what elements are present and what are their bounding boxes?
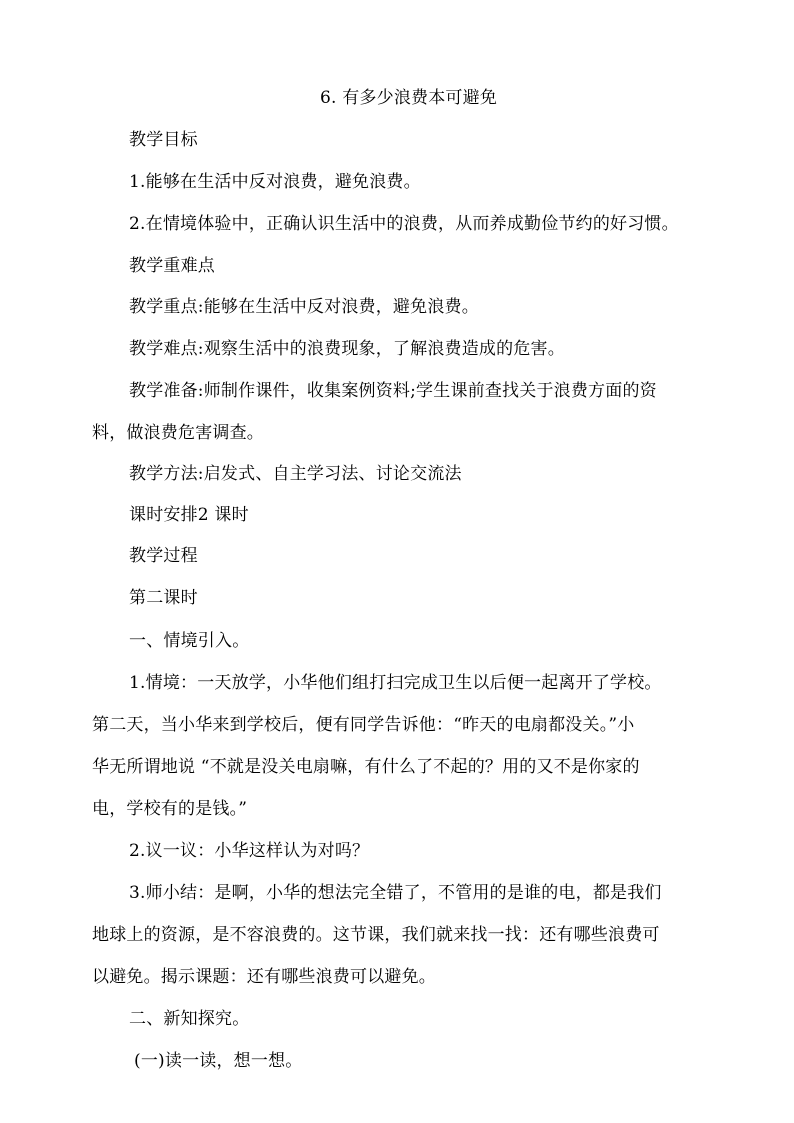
paragraph-line: 教学准备:师制作课件，收集案例资料;学生课前查找关于浪费方面的资: [129, 381, 657, 401]
paragraph-line: 2.议一议：小华这样认为对吗？: [129, 841, 370, 861]
paragraph-line: 华无所谓地说 “不就是没关电扇嘛，有什么了不起的？用的又不是你家的: [92, 757, 640, 777]
heading-second-lesson: 第二课时: [129, 588, 198, 608]
paragraph-line: 课时安排2 课时: [129, 505, 249, 525]
paragraph-line: 料，做浪费危害调查。: [92, 423, 264, 443]
paragraph-line: 以避免。揭示课题：还有哪些浪费可以避免。: [92, 967, 436, 987]
document-title: 6. 有多少浪费本可避免: [320, 88, 498, 108]
paragraph-line: 第二天，当小华来到学校后，便有同学告诉他：“昨天的电扇都没关。”小: [92, 715, 635, 735]
paragraph-line: 2.在情境体验中，正确认识生活中的浪费，从而养成勤俭节约的好习惯。: [129, 214, 679, 234]
heading-teaching-process: 教学过程: [129, 546, 198, 566]
paragraph-line: 1.情境：一天放学，小华他们组打扫完成卫生以后便一起离开了学校。: [129, 673, 662, 693]
paragraph-line: 教学重点:能够在生活中反对浪费，避免浪费。: [129, 297, 479, 317]
paragraph-line: 地球上的资源，是不容浪费的。这节课，我们就来找一找：还有哪些浪费可: [92, 925, 660, 945]
paragraph-line: 教学难点:观察生活中的浪费现象，了解浪费造成的危害。: [129, 339, 565, 359]
section-heading: 一、情境引入。: [129, 631, 250, 651]
heading-teaching-goals: 教学目标: [129, 130, 198, 150]
heading-key-points: 教学重难点: [129, 256, 215, 276]
paragraph-line: 电，学校有的是钱。”: [92, 799, 248, 819]
paragraph-line: 教学方法:启发式、自主学习法、讨论交流法: [129, 464, 462, 484]
paragraph-line: 1.能够在生活中反对浪费，避免浪费。: [129, 172, 421, 192]
subsection-heading: (一)读一读，想一想。: [134, 1051, 303, 1071]
paragraph-line: 3.师小结：是啊，小华的想法完全错了，不管用的是谁的电，都是我们: [129, 883, 662, 903]
section-heading: 二、新知探究。: [129, 1009, 250, 1029]
